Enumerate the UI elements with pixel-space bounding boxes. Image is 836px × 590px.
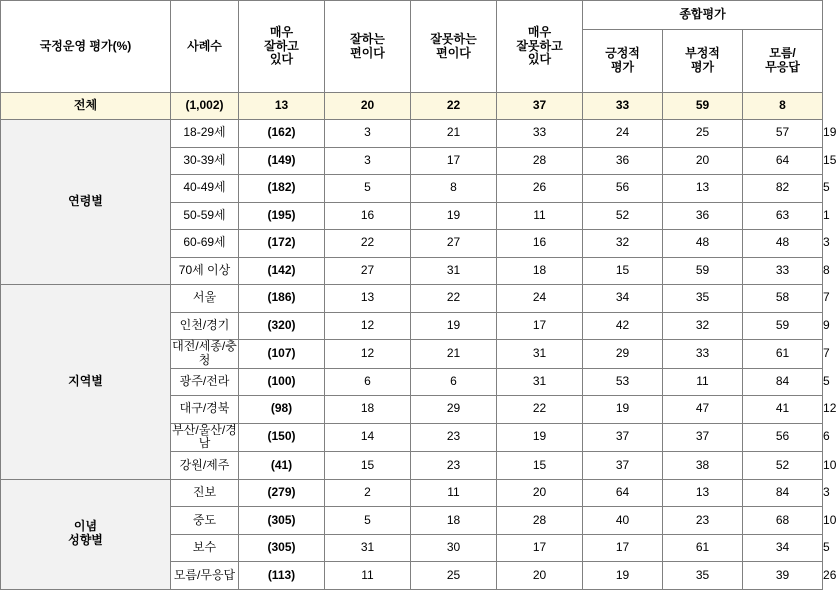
cell-value: 20 [497,562,583,590]
cell-value: 23 [663,507,743,535]
header-sample-size: 사례수 [171,1,239,93]
cell-value: 33 [497,120,583,148]
header-somewhat-bad-line1: 잘못하는 [430,31,477,46]
cell-value: 13 [325,285,411,313]
cell-value: 18 [325,396,411,424]
table-row: 광주/전라 (100) 6 6 31 53 11 84 5 [1,368,823,396]
cell-value: 34 [743,534,823,562]
cell-value: 47 [663,396,743,424]
header-very-good-line2: 잘하고 [264,38,299,53]
cell-sample-size: (100) [239,368,325,396]
cell-value: 29 [583,340,663,369]
cell-value: 22 [411,285,497,313]
table-row: 모름/무응답 (113) 11 25 20 19 35 39 26 [1,562,823,590]
cell-value: 14 [325,423,411,452]
header-very-bad-line3: 있다 [527,52,552,67]
row-label: 30-39세 [171,147,239,175]
cell-value: 64 [743,147,823,175]
cell-value: 37 [663,423,743,452]
cell-value: 64 [583,479,663,507]
table-row: 연령별 18-29세 (162) 3 21 33 24 25 57 19 [1,120,823,148]
cell-value: 38 [663,452,743,480]
cell-value: 13 [239,93,325,120]
cell-value: 19 [583,396,663,424]
cell-value: 37 [497,93,583,120]
cell-value: 42 [583,312,663,340]
group-label-line1: 이념 [73,519,98,534]
cell-value: 36 [663,202,743,230]
table-row: 40-49세 (182) 5 8 26 56 13 82 5 [1,175,823,203]
cell-value: 59 [663,257,743,285]
cell-value: 19 [411,202,497,230]
cell-value: 5 [325,175,411,203]
cell-value: 11 [663,368,743,396]
cell-sample-size: (320) [239,312,325,340]
cell-sample-size: (41) [239,452,325,480]
cell-value: 17 [411,147,497,175]
cell-value: 21 [411,340,497,369]
table-header [1,1,823,93]
cell-value: 11 [497,202,583,230]
row-label: 18-29세 [171,120,239,148]
header-negative-line2: 평가 [690,60,715,74]
cell-value: 15 [325,452,411,480]
cell-sample-size: (305) [239,507,325,535]
cell-value: 20 [325,93,411,120]
table-row: 인천/경기 (320) 12 19 17 42 32 59 9 [1,312,823,340]
table-row-total [1,93,823,120]
cell-value: 27 [411,230,497,258]
cell-value: 11 [411,479,497,507]
table-row: 지역별 서울 (186) 13 22 24 34 35 58 7 [1,285,823,313]
cell-value: 3 [325,147,411,175]
header-somewhat-good-line2: 편이다 [350,45,385,60]
cell-value: 63 [743,202,823,230]
cell-value: 57 [743,120,823,148]
cell-sample-size: (98) [239,396,325,424]
header-very-good-line3: 있다 [269,52,294,67]
cell-value: 28 [497,507,583,535]
cell-value: 58 [743,285,823,313]
cell-value: 30 [411,534,497,562]
header-somewhat-good-line1: 잘하는 [350,31,385,46]
cell-value: 15 [583,257,663,285]
cell-value: 22 [497,396,583,424]
cell-value: 16 [325,202,411,230]
header-somewhat-good [325,1,411,93]
cell-value: 18 [497,257,583,285]
cell-value: 31 [497,368,583,396]
group-label-line2: 성향별 [68,533,103,548]
cell-value: 48 [663,230,743,258]
table-row: 보수 (305) 31 30 17 17 61 34 5 [1,534,823,562]
header-very-good [239,1,325,93]
cell-value: 17 [497,312,583,340]
table-row: 60-69세 (172) 22 27 16 32 48 48 3 [1,230,823,258]
cell-value: 33 [583,93,663,120]
cell-value: 34 [583,285,663,313]
cell-value: 20 [497,479,583,507]
header-title: 국정운영 평가(%) [1,1,171,93]
cell-value: 19 [497,423,583,452]
table-row: 부산/울산/경남 (150) 14 23 19 37 37 56 6 [172,422,830,451]
table-row: 대전/세종/충청 (107) 12 21 31 29 33 61 7 [172,339,830,367]
row-label: 진보 [171,479,239,507]
cell-sample-size: (279) [239,479,325,507]
cell-sample-size: (182) [239,175,325,203]
cell-sample-size: (107) [239,340,325,369]
cell-value: 52 [743,452,823,480]
header-no-answer [743,30,823,93]
cell-sample-size: (186) [239,285,325,313]
header-very-good-line1: 매우 [269,24,294,39]
table-row: 50-59세 (195) 16 19 11 52 36 63 1 [1,202,823,230]
cell-value: 39 [743,562,823,590]
cell-value: 33 [743,257,823,285]
cell-value: 24 [583,120,663,148]
cell-sample-size: (162) [239,120,325,148]
header-no-answer-line1: 모름/ [769,46,796,61]
header-overall-group: 종합평가 [583,1,823,30]
cell-value: 27 [325,257,411,285]
table-row: 70세 이상 (142) 27 31 18 15 59 33 8 [1,257,823,285]
cell-value: 41 [743,396,823,424]
header-positive-line1: 긍정적 [605,46,640,61]
cell-value: 13 [663,175,743,203]
cell-value: 35 [663,285,743,313]
group-label: 지역별 [1,285,171,480]
row-label: 60-69세 [171,230,239,258]
cell-sample-size: (150) [239,423,325,452]
cell-value: 31 [325,534,411,562]
cell-value: 8 [411,175,497,203]
row-label: 40-49세 [171,175,239,203]
row-label: 중도 [171,507,239,535]
table-row: 중도 (305) 5 18 28 40 23 68 10 [1,507,823,535]
cell-value: 8 [743,93,823,120]
header-very-bad-line1: 매우 [527,24,552,39]
cell-value: 56 [743,423,823,452]
cell-value: 21 [411,120,497,148]
header-negative [663,30,743,93]
row-label: 서울 [171,285,239,313]
cell-value: 19 [583,562,663,590]
cell-value: 56 [583,175,663,203]
cell-value: 22 [325,230,411,258]
cell-sample-size: (113) [239,562,325,590]
cell-value: 32 [583,230,663,258]
cell-value: 19 [411,312,497,340]
row-label: 인천/경기 [171,312,239,340]
cell-value: 37 [583,423,663,452]
cell-value: 5 [325,507,411,535]
cell-value: 84 [743,479,823,507]
cell-value: 37 [583,452,663,480]
table-row: 대구/경북 (98) 18 29 22 19 47 41 12 [1,396,823,424]
header-somewhat-bad [411,1,497,93]
header-very-bad [497,1,583,93]
cell-value: 26 [497,175,583,203]
cell-value: 3 [325,120,411,148]
cell-value: 16 [497,230,583,258]
cell-value: 28 [497,147,583,175]
cell-value: 17 [583,534,663,562]
table-body [1,93,836,590]
header-positive-line2: 평가 [610,60,635,74]
group-label: 연령별 [1,120,171,285]
cell-value: 52 [583,202,663,230]
cell-value: 61 [663,534,743,562]
cell-value: 12 [325,312,411,340]
table-row: 강원/제주 (41) 15 23 15 37 38 52 10 [1,452,823,480]
cell-value: 53 [583,368,663,396]
table-row: 이념 성향별 진보 (279) 2 11 20 64 13 84 3 [1,479,823,507]
cell-value: 84 [743,368,823,396]
row-label-total: 전체 [1,93,171,120]
header-somewhat-bad-line2: 편이다 [436,45,471,60]
cell-value: 23 [411,452,497,480]
cell-value: 6 [325,368,411,396]
row-label: 70세 이상 [171,257,239,285]
cell-value: 31 [411,257,497,285]
cell-sample-size: (172) [239,230,325,258]
header-negative-line1: 부정적 [685,46,720,61]
table-row: 30-39세 (149) 3 17 28 36 20 64 15 [1,147,823,175]
header-no-answer-line2: 무응답 [765,60,800,74]
cell-value: 13 [663,479,743,507]
group-label [1,479,171,589]
row-label: 광주/전라 [171,368,239,396]
cell-value: 40 [583,507,663,535]
row-label: 보수 [171,534,239,562]
cell-value: 61 [743,340,823,369]
cell-sample-size: (195) [239,202,325,230]
cell-value: 23 [411,423,497,452]
cell-value: 12 [325,340,411,369]
cell-value: 82 [743,175,823,203]
cell-value: 17 [497,534,583,562]
cell-value: 20 [663,147,743,175]
cell-value: 33 [663,340,743,369]
row-label: 모름/무응답 [171,562,239,590]
cell-value: 59 [743,312,823,340]
cell-value: 22 [411,93,497,120]
cell-value: 32 [663,312,743,340]
cell-value: 18 [411,507,497,535]
cell-value: 25 [663,120,743,148]
row-label: 부산/울산/경남 [172,422,237,451]
header-very-bad-line2: 잘못하고 [516,38,563,53]
row-label: 대구/경북 [171,396,239,424]
cell-value: 15 [497,452,583,480]
cell-sample-size: (1,002) [171,93,239,120]
cell-value: 6 [411,368,497,396]
row-label: 50-59세 [171,202,239,230]
cell-value: 35 [663,562,743,590]
cell-value: 25 [411,562,497,590]
cell-value: 2 [325,479,411,507]
cell-value: 11 [325,562,411,590]
cell-value: 48 [743,230,823,258]
cell-value: 29 [411,396,497,424]
header-positive [583,30,663,93]
cell-value: 24 [497,285,583,313]
cell-value: 36 [583,147,663,175]
row-label: 강원/제주 [171,452,239,480]
cell-sample-size: (305) [239,534,325,562]
cell-sample-size: (149) [239,147,325,175]
row-label: 대전/세종/충청 [172,339,237,367]
cell-sample-size: (142) [239,257,325,285]
cell-value: 59 [663,93,743,120]
cell-value: 68 [743,507,823,535]
cell-value: 31 [497,340,583,369]
